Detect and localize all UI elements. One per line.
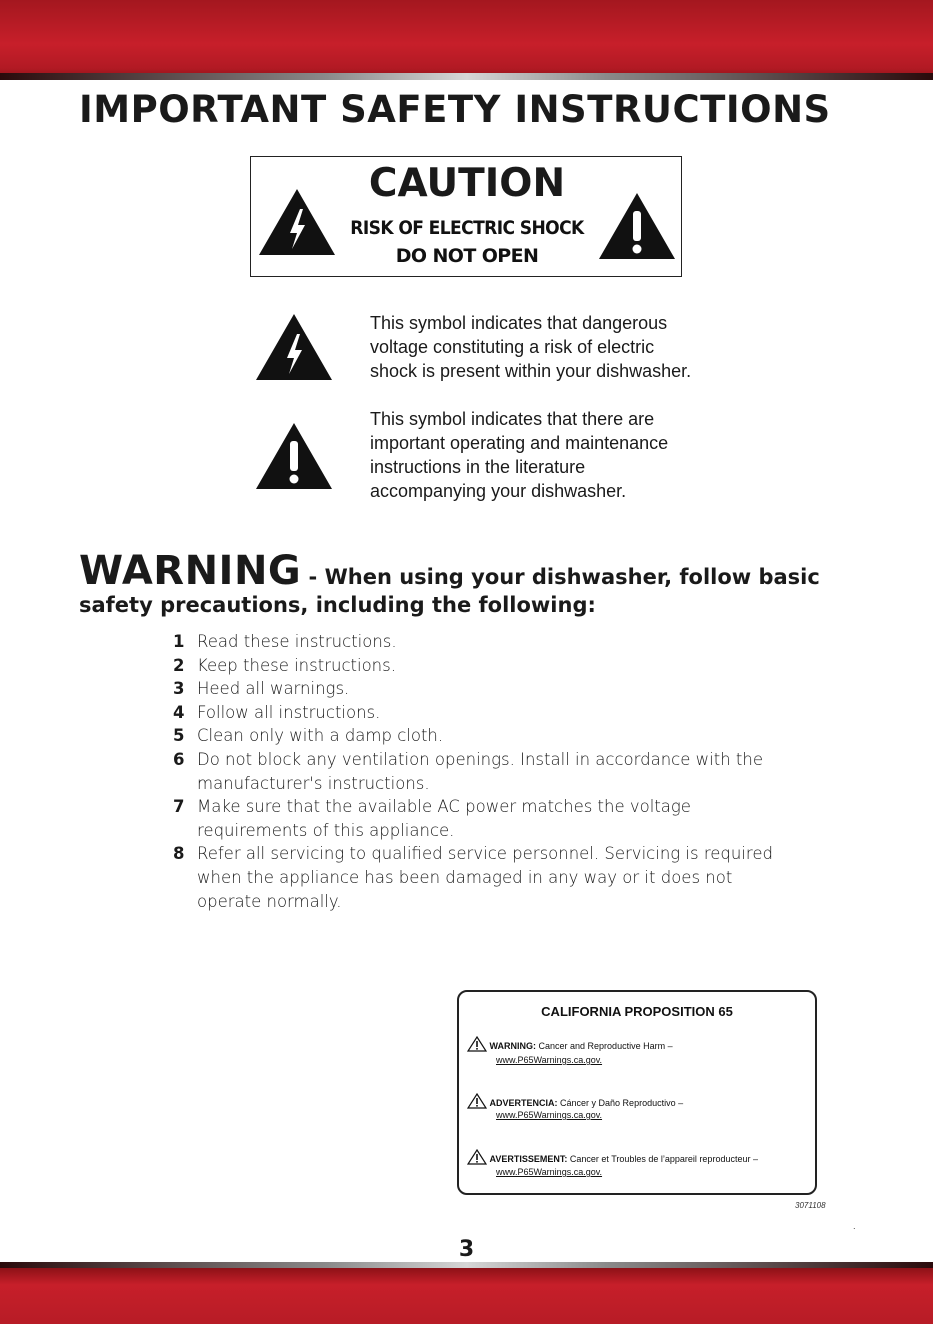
list-item: 2 Keep these instructions.: [173, 655, 396, 675]
caution-box: [250, 156, 682, 277]
caution-line-1: RISK OF ELECTRIC SHOCK: [350, 217, 584, 239]
symbol-description-1: This symbol indicates that dangerous voltage constituting a risk of electric shock is present within your dishwasher.: [370, 313, 692, 381]
exclamation-warning-icon: [467, 1093, 487, 1109]
page-title: IMPORTANT SAFETY INSTRUCTIONS: [79, 88, 831, 131]
lightning-warning-icon: [254, 312, 334, 382]
exclamation-warning-icon: [467, 1149, 487, 1165]
prop65-link-english[interactable]: www.P65Warnings.ca.gov.: [496, 1055, 603, 1065]
warning-subtitle: - When using your dishwasher, follow basic: [301, 565, 820, 589]
prop65-link-french[interactable]: www.P65Warnings.ca.gov.: [496, 1167, 603, 1177]
exclamation-warning-icon: [467, 1036, 487, 1052]
caution-heading: CAUTION: [368, 161, 566, 206]
caution-line-2: DO NOT OPEN: [395, 245, 539, 267]
prop65-entry-english: WARNING: Cancer and Reproductive Harm –: [467, 1036, 673, 1052]
document-code: 3071108: [795, 1201, 826, 1210]
list-item: 6 Do not block any ventilation openings. Install in accordance with the manufacturer's instructions.: [173, 749, 763, 793]
list-item: 5 Clean only with a damp cloth.: [173, 726, 444, 746]
warning-subtitle-line-2: safety precautions, including the following:: [79, 593, 596, 617]
list-item: 8 Refer all servicing to qualified service personnel. Servicing is required when the appliance has been damaged in any way or it does not operate normally.: [173, 844, 773, 911]
list-item: 3 Heed all warnings.: [173, 679, 350, 699]
footer-dot: .: [853, 1222, 856, 1231]
prop65-box: [457, 990, 817, 1195]
exclamation-warning-icon: [254, 421, 334, 491]
footer-band: [0, 1268, 933, 1324]
prop65-title: CALIFORNIA PROPOSITION 65: [541, 1004, 733, 1019]
prop65-entry-spanish: ADVERTENCIA: Cáncer y Daño Reproductivo –: [467, 1093, 683, 1109]
exclamation-warning-icon: [597, 191, 677, 261]
warning-heading: [79, 548, 820, 594]
list-item: 1 Read these instructions.: [173, 632, 397, 651]
header-band: [0, 0, 933, 80]
list-item: 7 Make sure that the available AC power matches the voltage requirements of this appliance.: [173, 797, 691, 840]
header-band-line: [0, 73, 933, 80]
symbol-description-2: This symbol indicates that there are important operating and maintenance instructions in the literature accompanying your dishwasher.: [370, 409, 669, 501]
list-item: 4 Follow all instructions.: [173, 702, 381, 722]
instruction-list: [173, 630, 787, 913]
prop65-link-spanish[interactable]: www.P65Warnings.ca.gov.: [496, 1110, 603, 1120]
page-number: 3: [458, 1237, 475, 1262]
warning-word: WARNING: [79, 548, 302, 594]
prop65-entry-french: AVERTISSEMENT: Cancer et Troubles de l’appareil reproducteur –: [467, 1149, 758, 1165]
